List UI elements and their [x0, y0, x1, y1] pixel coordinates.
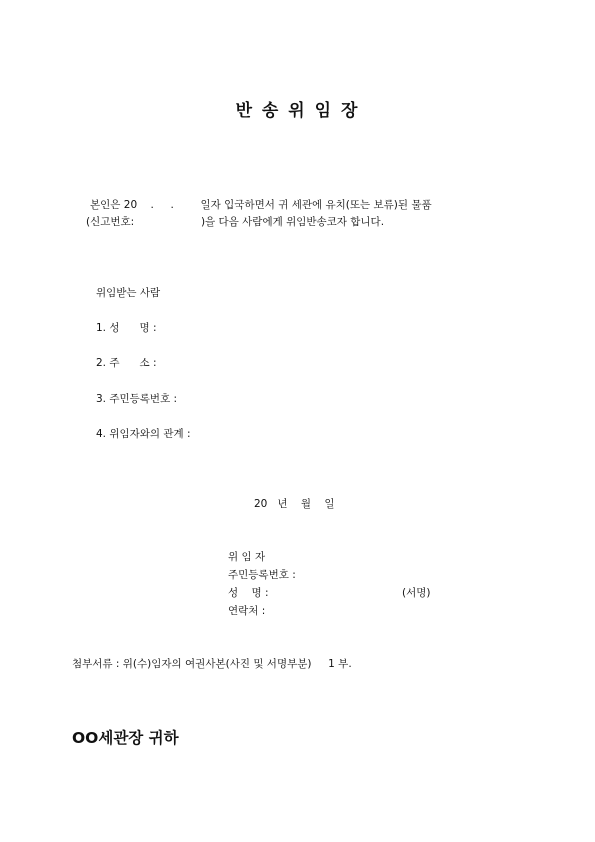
- delegate-heading: 위임받는 사람: [96, 287, 161, 299]
- body-line-2: (신고번호: )을 다음 사람에게 위임반송코자 합니다.: [86, 216, 385, 228]
- addressee: OO세관장 귀하: [72, 729, 179, 747]
- attachment-line: 첨부서류 : 위(수)임자의 여권사본(사진 및 서명부분) 1 부.: [72, 658, 352, 670]
- signature-label: (서명): [402, 587, 431, 599]
- delegate-relation-label: 4. 위임자와의 관계 :: [96, 428, 191, 440]
- delegate-name-label: 1. 성 명 :: [96, 322, 157, 334]
- delegator-heading: 위 임 자: [228, 551, 266, 563]
- delegate-id-label: 3. 주민등록번호 :: [96, 393, 178, 405]
- delegate-address-label: 2. 주 소 :: [96, 357, 157, 369]
- document-title: 반 송 위 임 장: [235, 101, 360, 121]
- delegator-contact-label: 연락처 :: [228, 605, 266, 617]
- body-line-1: 본인은 20 . . 일자 입국하면서 귀 세관에 유치(또는 보류)된 물품: [90, 199, 432, 211]
- date-line: 20 년 월 일: [254, 498, 335, 510]
- delegator-name-label: 성 명 :: [228, 587, 269, 599]
- delegator-id-label: 주민등록번호 :: [228, 569, 296, 581]
